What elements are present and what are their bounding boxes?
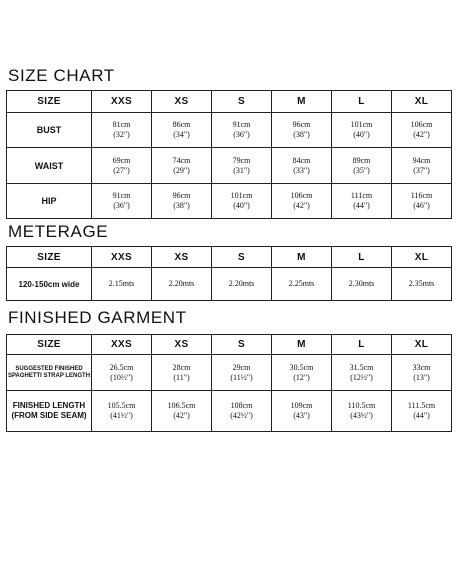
header-cell-xs: XS bbox=[152, 335, 212, 355]
strap-l: 31.5cm (12½") bbox=[332, 355, 392, 391]
header-cell-s: S bbox=[212, 91, 272, 113]
size-chart-header-row bbox=[7, 91, 452, 113]
header-cell-xs: XS bbox=[152, 91, 212, 113]
waist-xs: 74cm (29") bbox=[152, 148, 212, 184]
strap-length-label: SUGGESTED FINISHED SPAGHETTI STRAP LENGTH bbox=[7, 355, 92, 391]
waist-s: 79cm (31") bbox=[212, 148, 272, 184]
header-cell-size: SIZE bbox=[7, 335, 92, 355]
waist-xl: 94cm (37") bbox=[392, 148, 452, 184]
bust-row bbox=[7, 113, 452, 148]
header-cell-xs: XS bbox=[152, 247, 212, 268]
strap-m: 30.5cm (12") bbox=[272, 355, 332, 391]
hip-row bbox=[7, 184, 452, 219]
length-xl: 111.5cm (44") bbox=[392, 391, 452, 432]
bust-xs: 86cm (34") bbox=[152, 113, 212, 148]
strap-length-row bbox=[7, 355, 452, 391]
meterage-xxs: 2.15mts bbox=[92, 268, 152, 301]
hip-m: 106cm (42") bbox=[272, 184, 332, 219]
hip-label: HIP bbox=[7, 184, 92, 219]
header-cell-xxs: XXS bbox=[92, 335, 152, 355]
bust-label: BUST bbox=[7, 113, 92, 148]
header-cell-size: SIZE bbox=[7, 247, 92, 268]
fabric-width-label: 120-150cm wide bbox=[7, 268, 92, 301]
finished-length-row bbox=[7, 391, 452, 432]
size-chart-table bbox=[6, 90, 452, 219]
header-cell-l: L bbox=[332, 247, 392, 268]
size-chart-title: SIZE CHART bbox=[8, 66, 115, 85]
meterage-table bbox=[6, 246, 452, 301]
header-cell-m: M bbox=[272, 91, 332, 113]
header-cell-m: M bbox=[272, 335, 332, 355]
meterage-m: 2.25mts bbox=[272, 268, 332, 301]
header-cell-l: L bbox=[332, 91, 392, 113]
meterage-l: 2.30mts bbox=[332, 268, 392, 301]
meterage-xl: 2.35mts bbox=[392, 268, 452, 301]
strap-xl: 33cm (13") bbox=[392, 355, 452, 391]
strap-xxs: 26.5cm (10½") bbox=[92, 355, 152, 391]
hip-l: 111cm (44") bbox=[332, 184, 392, 219]
length-s: 108cm (42½") bbox=[212, 391, 272, 432]
length-m: 109cm (43") bbox=[272, 391, 332, 432]
hip-xxs: 91cm (36") bbox=[92, 184, 152, 219]
hip-xs: 96cm (38") bbox=[152, 184, 212, 219]
strap-s: 29cm (11½") bbox=[212, 355, 272, 391]
bust-m: 96cm (38") bbox=[272, 113, 332, 148]
length-l: 110.5cm (43½") bbox=[332, 391, 392, 432]
header-cell-l: L bbox=[332, 335, 392, 355]
bust-xxs: 81cm (32") bbox=[92, 113, 152, 148]
finished-garment-title: FINISHED GARMENT bbox=[8, 308, 187, 327]
header-cell-xl: XL bbox=[392, 247, 452, 268]
bust-s: 91cm (36") bbox=[212, 113, 272, 148]
finished-garment-header-row bbox=[7, 335, 452, 355]
finished-length-label: FINISHED LENGTH (FROM SIDE SEAM) bbox=[7, 391, 92, 432]
waist-xxs: 69cm (27") bbox=[92, 148, 152, 184]
waist-row bbox=[7, 148, 452, 184]
length-xs: 106.5cm (42") bbox=[152, 391, 212, 432]
bust-l: 101cm (40") bbox=[332, 113, 392, 148]
strap-xs: 28cm (11") bbox=[152, 355, 212, 391]
header-cell-m: M bbox=[272, 247, 332, 268]
hip-s: 101cm (40") bbox=[212, 184, 272, 219]
waist-l: 89cm (35") bbox=[332, 148, 392, 184]
finished-garment-table bbox=[6, 334, 452, 432]
meterage-s: 2.20mts bbox=[212, 268, 272, 301]
waist-m: 84cm (33") bbox=[272, 148, 332, 184]
header-cell-xl: XL bbox=[392, 335, 452, 355]
meterage-title: METERAGE bbox=[8, 222, 109, 241]
waist-label: WAIST bbox=[7, 148, 92, 184]
header-cell-xxs: XXS bbox=[92, 91, 152, 113]
header-cell-s: S bbox=[212, 247, 272, 268]
header-cell-xl: XL bbox=[392, 91, 452, 113]
header-cell-s: S bbox=[212, 335, 272, 355]
fabric-width-row bbox=[7, 268, 452, 301]
length-xxs: 105.5cm (41½") bbox=[92, 391, 152, 432]
meterage-xs: 2.20mts bbox=[152, 268, 212, 301]
bust-xl: 106cm (42") bbox=[392, 113, 452, 148]
header-cell-xxs: XXS bbox=[92, 247, 152, 268]
hip-xl: 116cm (46") bbox=[392, 184, 452, 219]
meterage-header-row bbox=[7, 247, 452, 268]
header-cell-size: SIZE bbox=[7, 91, 92, 113]
